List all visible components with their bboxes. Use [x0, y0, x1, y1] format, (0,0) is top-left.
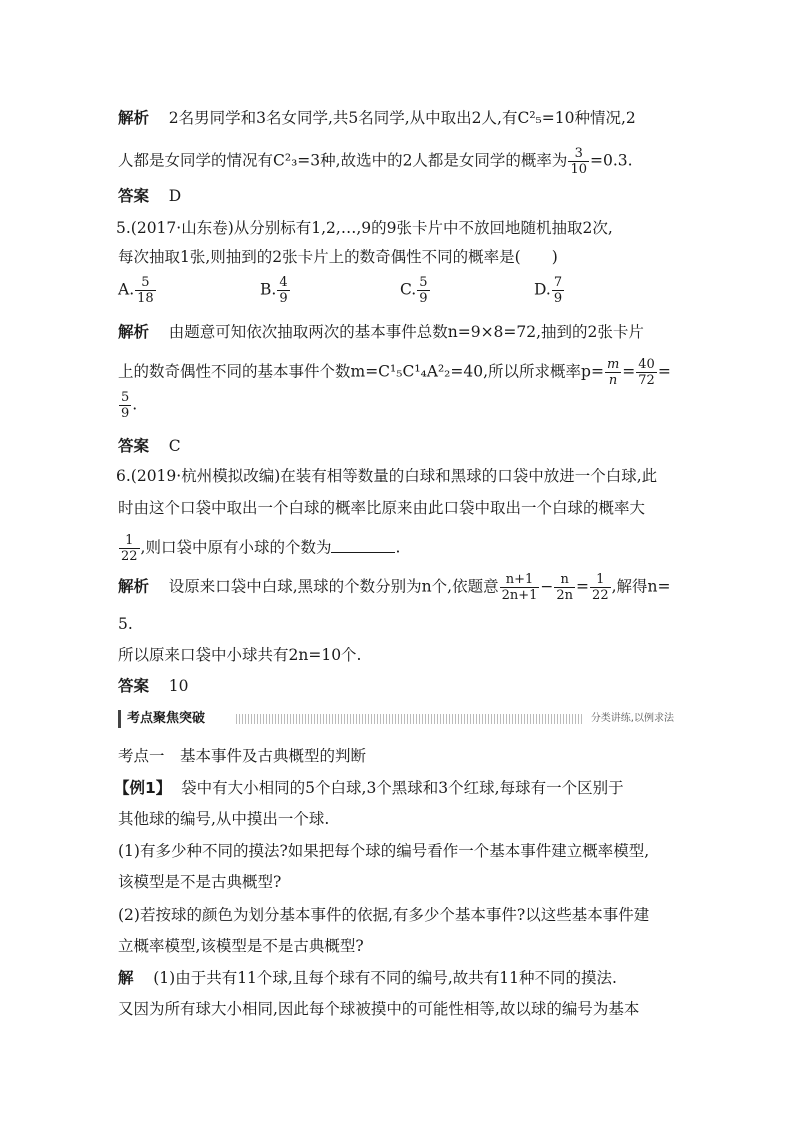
- example-text2: 其他球的编号,从中摸出一个球.: [118, 810, 330, 828]
- equals: =: [576, 577, 590, 596]
- kp1-solution-line1: [118, 968, 617, 988]
- q4-solution-tail: =0.3.: [589, 151, 633, 170]
- q6-solution-text1: 设原来口袋中白球,黑球的个数分别为n个,依题意: [168, 577, 499, 596]
- answer-label: 答案: [118, 437, 150, 455]
- equals: =: [622, 362, 636, 381]
- kp1-part1-line2: [118, 872, 281, 892]
- numerator: 7: [553, 275, 563, 290]
- part2-text1: (2)若按球的颜色为划分基本事件的依据,有多少个基本事件?以这些基本事件建: [118, 906, 650, 924]
- q5-stem-text1: 5.(2017·山东卷)从分别标有1,2,…,9的9张卡片中不放回地随机抽取2次,: [116, 219, 613, 237]
- solution-label: 解析: [118, 109, 150, 127]
- fraction: [119, 390, 131, 421]
- q6-stem-text1: 6.(2019·杭州模拟改编)在装有相等数量的白球和黑球的口袋中放进一个白球,此: [116, 467, 658, 485]
- denominator: 10: [570, 162, 587, 177]
- period: .: [395, 538, 401, 557]
- denominator: n: [608, 373, 618, 388]
- kp1-heading: [118, 746, 366, 766]
- q6-solution-text1b: ,解得n=: [611, 577, 671, 596]
- banner-subtitle: 分类讲练,以例求法: [583, 710, 678, 728]
- kp1-part1-line1: [118, 841, 649, 861]
- numerator: m: [606, 357, 620, 372]
- option-d: [534, 275, 565, 306]
- equals: =: [657, 362, 671, 381]
- denominator: 2n: [556, 588, 574, 603]
- fraction: [568, 146, 589, 177]
- numerator: n+1: [500, 572, 540, 588]
- denominator: 2n+1: [501, 588, 538, 603]
- fraction: [605, 357, 621, 388]
- denominator: 22: [592, 588, 609, 603]
- q5-options: [118, 275, 678, 315]
- numerator: 40: [638, 357, 655, 372]
- solution-label: 解析: [118, 577, 150, 596]
- numerator: 3: [568, 146, 589, 162]
- banner-title: 考点聚焦突破: [118, 710, 211, 728]
- answer-value: C: [168, 437, 181, 455]
- option-b: [260, 275, 291, 306]
- q4-answer: [118, 186, 181, 206]
- option-a: [118, 275, 157, 306]
- fraction: [590, 572, 611, 603]
- q6-stem-line2: [118, 498, 645, 518]
- answer-label: 答案: [118, 677, 150, 695]
- answer-value: D: [168, 187, 182, 205]
- q5-solution-line2: [118, 357, 671, 388]
- answer-value: 10: [168, 677, 189, 695]
- fraction: [417, 275, 429, 306]
- denominator: 9: [121, 406, 130, 421]
- kp1-solution-text2: 又因为所有球大小相同,因此每个球被摸中的可能性相等,故以球的编号为基本: [118, 1000, 640, 1018]
- fraction: [636, 357, 657, 388]
- fraction: [554, 572, 575, 603]
- denominator: 9: [279, 291, 288, 306]
- solution-label: 解析: [118, 323, 150, 341]
- option-letter: C.: [400, 280, 417, 299]
- fraction: [500, 572, 540, 603]
- numerator: 1: [590, 572, 611, 588]
- q6-solution-text3: 所以原来口袋中小球共有2n=10个.: [118, 646, 362, 664]
- q4-solution-text2: 人都是女同学的情况有C²₃=3种,故选中的2人都是女同学的概率为: [118, 151, 568, 170]
- kp1-example-line2: [118, 809, 329, 829]
- answer-label: 答案: [118, 187, 150, 205]
- denominator: 22: [121, 549, 138, 564]
- numerator: n: [554, 572, 575, 588]
- q5-answer: [118, 436, 181, 456]
- q5-stem-line1: [116, 218, 613, 238]
- q5-solution-line3: [118, 390, 137, 421]
- option-letter: A.: [118, 280, 135, 299]
- example-text1: 袋中有大小相同的5个白球,3个黑球和3个红球,每球有一个区别于: [181, 779, 624, 797]
- option-letter: B.: [260, 280, 277, 299]
- part1-text2: 该模型是不是古典概型?: [118, 873, 282, 891]
- q6-solution-line3: [118, 645, 361, 665]
- q6-solution-line1: [118, 572, 671, 603]
- period: .: [132, 395, 138, 414]
- numerator: 4: [279, 275, 288, 290]
- kp1-solution-text1: (1)由于共有11个球,且每个球有不同的编号,故共有11种不同的摸法.: [153, 969, 617, 987]
- q6-stem-text3: ,则口袋中原有小球的个数为: [140, 538, 332, 557]
- solution-label: 解: [118, 969, 134, 987]
- q6-solution-text2: 5.: [118, 615, 133, 633]
- numerator: 5: [419, 275, 428, 290]
- fraction: [135, 275, 156, 306]
- numerator: 1: [119, 533, 140, 549]
- kp1-part2-line1: [118, 905, 649, 925]
- q4-solution-text1: 2名男同学和3名女同学,共5名同学,从中取出2人,有C²₅=10种情况,2: [168, 109, 636, 127]
- numerator: 5: [121, 390, 130, 405]
- minus-sign: −: [540, 577, 554, 596]
- kp1-example-line1: [114, 778, 624, 798]
- q5-solution-text2: 上的数奇偶性不同的基本事件个数m=C¹₅C¹₄A²₂=40,所以所求概率p=: [118, 362, 604, 381]
- fraction: [119, 533, 140, 564]
- kp1-solution-line2: [118, 999, 639, 1019]
- q4-solution-line2: [118, 146, 633, 177]
- option-c: [400, 275, 431, 306]
- fraction: [552, 275, 564, 306]
- q6-solution-line2: [118, 614, 133, 634]
- section-banner: [118, 710, 678, 728]
- denominator: 9: [419, 291, 428, 306]
- numerator: 5: [135, 275, 156, 291]
- part1-text1: (1)有多少种不同的摸法?如果把每个球的编号看作一个基本事件建立概率模型,: [118, 842, 650, 860]
- denominator: 72: [638, 373, 655, 388]
- q6-answer: [118, 676, 188, 696]
- q5-stem-line2: [118, 247, 558, 267]
- q5-stem-text2: 每次抽取1张,则抽到的2张卡片上的数奇偶性不同的概率是( ): [118, 248, 558, 266]
- kp1-heading-text: 考点一 基本事件及古典概型的判断: [118, 747, 367, 765]
- fraction: [277, 275, 289, 306]
- q5-solution-line1: [118, 322, 644, 342]
- kp1-part2-line2: [118, 936, 364, 956]
- denominator: 9: [553, 291, 563, 306]
- part2-text2: 立概率模型,该模型是不是古典概型?: [118, 937, 364, 955]
- example-label: 【例1】: [114, 779, 172, 797]
- q4-solution-line1: [118, 108, 636, 128]
- denominator: 18: [137, 291, 154, 306]
- answer-blank: [331, 538, 395, 553]
- q6-stem-text2: 时由这个口袋中取出一个白球的概率比原来由此口袋中取出一个白球的概率大: [118, 499, 646, 517]
- option-letter: D.: [534, 280, 551, 299]
- q6-stem-line1: [116, 466, 657, 486]
- q6-stem-line3: [118, 533, 400, 564]
- q5-solution-text1: 由题意可知依次抽取两次的基本事件总数n=9×8=72,抽到的2张卡片: [168, 323, 644, 341]
